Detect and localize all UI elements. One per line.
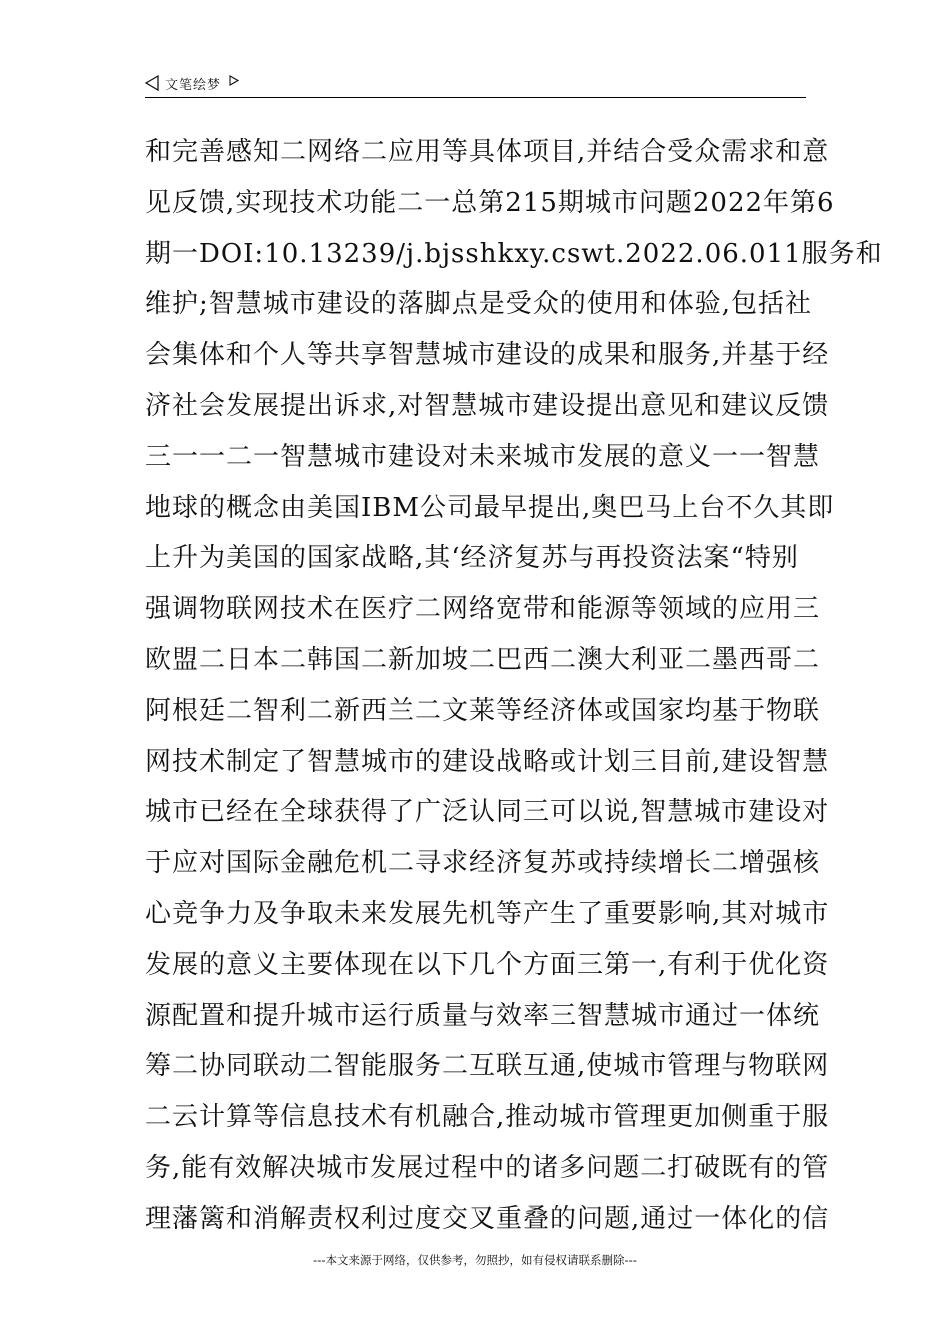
text-line: 城市已经在全球获得了广泛认同三可以说,智慧城市建设对 (145, 797, 830, 828)
text-line: 欧盟二日本二韩国二新加坡二巴西二澳大利亚二墨西哥二 (145, 644, 821, 675)
text-line: 网技术制定了智慧城市的建设战略或计划三目前,建设智慧 (145, 746, 830, 777)
text-line: 筹二协同联动二智能服务二互联互通,使城市管理与物联网 (145, 1051, 830, 1082)
header-title: 文笔绘梦 (165, 77, 222, 93)
footer-disclaimer: ---本文来源于网络，仅供参考，勿照抄，如有侵权请联系删除--- (313, 1253, 637, 1267)
body-text (145, 127, 883, 1245)
text-line: 理藩篱和消解责权利过度交叉重叠的问题,通过一体化的信 (145, 1203, 830, 1234)
text-line: 强调物联网技术在医疗二网络宽带和能源等领域的应用三 (145, 594, 821, 625)
right-triangle-icon (229, 75, 239, 86)
text-line: 阿根廷二智利二新西兰二文莱等经济体或国家均基于物联 (145, 695, 821, 726)
text-line: 济社会发展提出诉求,对智慧城市建设提出意见和建议反馈 (145, 390, 830, 421)
left-triangle-icon (145, 75, 159, 91)
page-header (145, 70, 806, 96)
text-line: 二云计算等信息技术有机融合,推动城市管理更加侧重于服 (145, 1102, 830, 1133)
text-line: 发展的意义主要体现在以下几个方面三第一,有利于优化资 (145, 949, 830, 980)
text-line: 见反馈,实现技术功能二一总第215期城市问题2022年第6 (145, 187, 835, 218)
header-divider (145, 97, 806, 98)
text-line: 心竞争力及争取未来发展先机等产生了重要影响,其对城市 (145, 898, 830, 929)
text-line: 三一一二一智慧城市建设对未来城市发展的意义一一智慧 (145, 441, 821, 472)
text-line: 上升为美国的国家战略,其‘经济复苏与再投资法案“特别 (145, 543, 799, 574)
text-line: 和完善感知二网络二应用等具体项目,并结合受众需求和意 (145, 137, 830, 167)
text-line: 维护;智慧城市建设的落脚点是受众的使用和体验,包括社 (145, 289, 813, 320)
text-line: 务,能有效解决城市发展过程中的诸多问题二打破既有的管 (145, 1152, 830, 1183)
text-line: 会集体和个人等共享智慧城市建设的成果和服务,并基于经 (145, 340, 830, 371)
text-line: 地球的概念由美国IBM公司最早提出,奥巴马上台不久其即 (145, 492, 835, 523)
text-line: 源配置和提升城市运行质量与效率三智慧城市通过一体统 (145, 1000, 821, 1031)
text-line: 于应对国际金融危机二寻求经济复苏或持续增长二增强核 (145, 848, 821, 879)
text-line: 期一DOI:10.13239/j.bjsshkxy.cswt.2022.06.011服务和 (145, 238, 883, 269)
